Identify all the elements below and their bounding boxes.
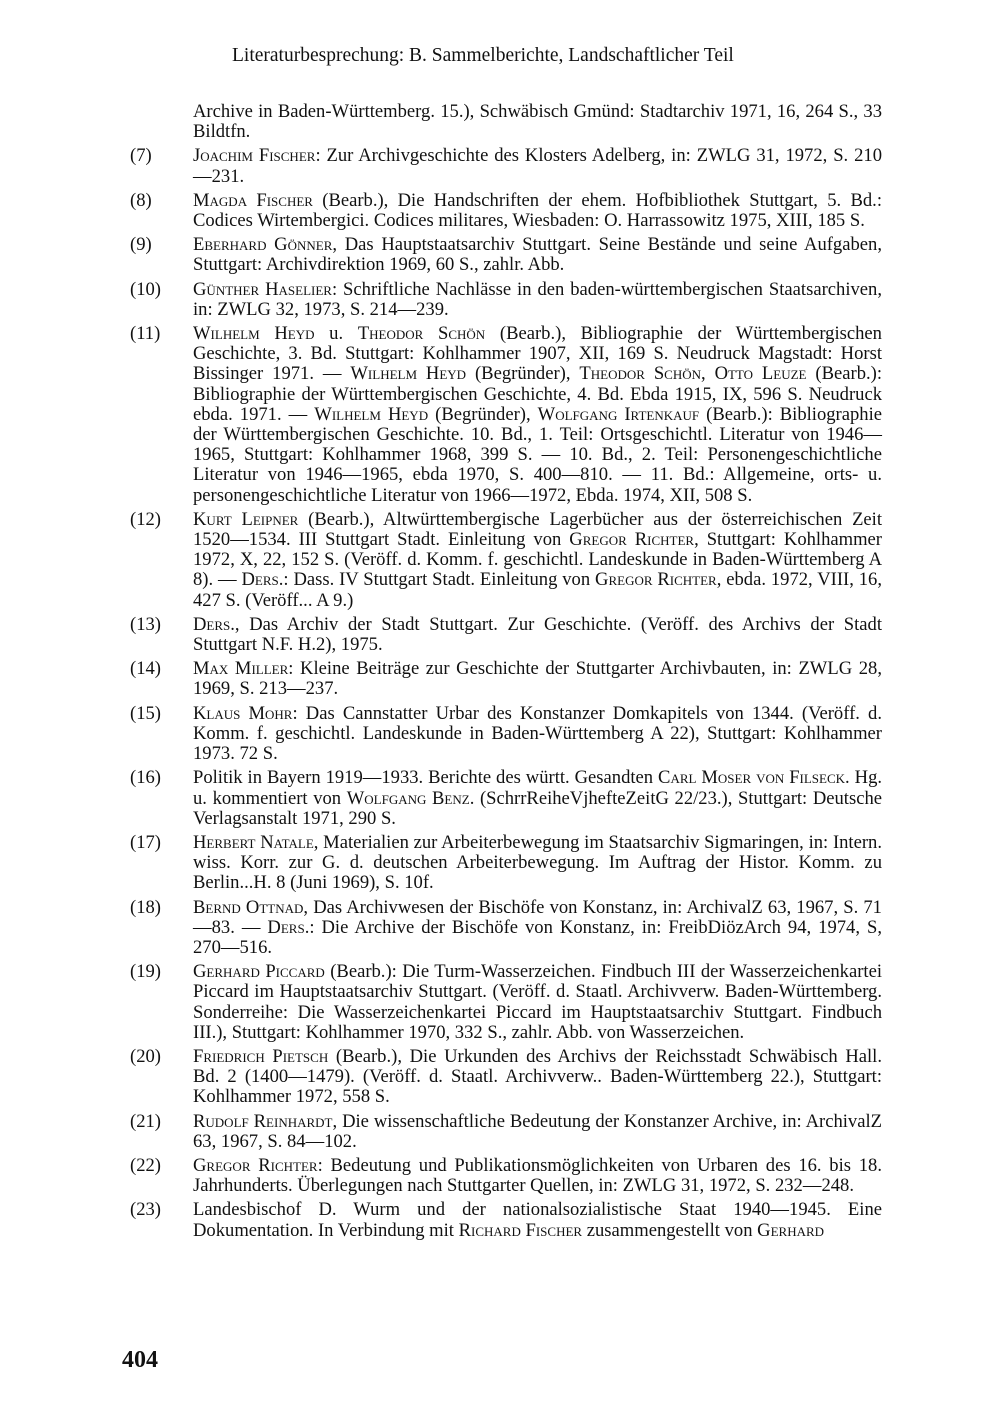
bibliography-entry bbox=[130, 1200, 882, 1240]
page-number: 404 bbox=[122, 1347, 158, 1373]
bibliography-entry bbox=[130, 833, 882, 894]
bibliography-entry bbox=[130, 962, 882, 1043]
bibliography-entry bbox=[130, 1156, 882, 1196]
bibliography-entry bbox=[130, 1047, 882, 1108]
entry-number: (22) bbox=[130, 1154, 161, 1176]
entry-number: (18) bbox=[130, 896, 161, 918]
entry-text: Herbert Natale, Materialien zur Arbeiterbewegung im Staatsarchiv Sigmaringen, in: Intern. wiss. Korr. zur G. d. deutschen Arbeiterbewegung. Im Auftrag der Histor. Komm. zu Berlin...H. 8 (Juni 1969), S. 10f. bbox=[193, 831, 882, 894]
entry-text: Friedrich Pietsch (Bearb.), Die Urkunden des Archivs der Reichsstadt Schwäbisch Hall. Bd. 2 (1400—1479). (Veröff. d. Staatl. Archivverw.. Baden-Württemberg 22.), Stuttgart: Kohlhammer 1972, 558 S. bbox=[193, 1045, 882, 1108]
entry-text: Wilhelm Heyd u. Theodor Schön (Bearb.), Bibliographie der Württembergischen Geschichte, 3. Bd. Stuttgart: Kohlhammer 1907, XII, 169 S. Neudruck Magstadt: Horst Bissinger 1971. — Wilhelm Heyd (Begründer), Theodor Schön, Otto Leuze (Bearb.): Bibliographie der Württembergischen Geschichte, 4. Bd. Ebda 1915, IX, 596 S. Neudruck ebda. 1971. — Wilhelm Heyd (Begründer), Wolfgang Irtenkauf (Bearb.): Bibliographie der Württembergischen Geschichte. 10. Bd., 1. Teil: Ortsgeschichtl. Literatur von 1946—1965, Stuttgart: Kohlhammer 1968, 399 S. — 10. Bd., 2. Teil: Personengeschichtliche Literatur von 1946—1965, ebda 1970, S. 400—810. — 11. Bd.: Allgemeine, orts- u. personengeschichtliche Literatur von 1966—1972, Ebda. 1974, XII, 508 S. bbox=[193, 323, 883, 506]
bibliography-entry bbox=[130, 659, 882, 699]
entry-text: Max Miller: Kleine Beiträge zur Geschichte der Stuttgarter Archivbauten, in: ZWLG 28, 1969, S. 213—237. bbox=[193, 658, 882, 700]
bibliography-entry bbox=[130, 768, 882, 829]
entry-text: Rudolf Reinhardt, Die wissenschaftliche Bedeutung der Konstanzer Archive, in: ArchivalZ 63, 1967, S. 84—102. bbox=[193, 1110, 882, 1152]
bibliography-entry bbox=[130, 191, 882, 231]
entry-number: (15) bbox=[130, 702, 161, 724]
bibliography-entry bbox=[130, 704, 882, 765]
entry-number: (9) bbox=[130, 234, 152, 256]
entry-text: Bernd Ottnad, Das Archivwesen der Bischöfe von Konstanz, in: ArchivalZ 63, 1967, S. 71—83. — Ders.: Die Archive der Bischöfe von Konstanz, in: FreibDiözArch 94, 1974, S, 270—516. bbox=[193, 896, 882, 958]
entry-number: (16) bbox=[130, 767, 161, 789]
entry-text: Kurt Leipner (Bearb.), Altwürttembergische Lagerbücher aus der österreichischen Zeit 1520—1534. III Stuttgart Stadt. Einleitung von Gregor Richter, Stuttgart: Kohlhammer 1972, X, 22, 152 S. (Veröff. d. Komm. f. geschichtl. Landeskunde in Baden-Württemberg A 8). — Ders.: Dass. IV Stuttgart Stadt. Einleitung von Gregor Richter, ebda. 1972, VIII, 16, 427 S. (Veröff... A 9.) bbox=[193, 508, 883, 611]
entry-text: Eberhard Gönner, Das Hauptstaatsarchiv Stuttgart. Seine Bestände und seine Aufgaben, Stuttgart: Archivdirektion 1969, 60 S., zahlr. Abb. bbox=[193, 234, 882, 276]
entry-text: Ders., Das Archiv der Stadt Stuttgart. Zur Geschichte. (Veröff. des Archivs der Stadt Stuttgart N.F. H.2), 1975. bbox=[193, 613, 882, 656]
entry-number: (8) bbox=[130, 189, 152, 211]
entry-text: Gerhard Piccard (Bearb.): Die Turm-Wasserzeichen. Findbuch III der Wasserzeichenkartei Piccard im Hauptstaatsarchiv Stuttgart. (Veröff. d. Staatl. Archivverw. Baden-Württemberg. Sonderreihe: Die Wasserzeichenkartei Piccard im Hauptstaatsarchiv Stuttgart. Findbuch III.), Stuttgart: Kohlhammer 1970, 332 S., zahlr. Abb. von Wasserzeichen. bbox=[193, 961, 882, 1043]
running-header: Literaturbesprechung: B. Sammelberichte, Landschaftlicher Teil bbox=[232, 45, 734, 66]
entry-number: (13) bbox=[130, 613, 161, 635]
entry-text: Joachim Fischer: Zur Archivgeschichte des Klosters Adelberg, in: ZWLG 31, 1972, S. 210—231. bbox=[193, 145, 882, 187]
bibliography-entry bbox=[130, 146, 882, 186]
entry-number: (14) bbox=[130, 658, 161, 680]
entry-text: Magda Fischer (Bearb.), Die Handschriften der ehem. Hofbibliothek Stuttgart, 5. Bd.: Codices Wirtembergici. Codices militares, Wiesbaden: O. Harrassowitz 1975, XIII, 185 S. bbox=[193, 189, 882, 232]
continuation-text: Archive in Baden-Württemberg. 15.), Schwäbisch Gmünd: Stadtarchiv 1971, 16, 264 S., 33 Bildtfn. bbox=[193, 101, 882, 143]
bibliography-entry bbox=[130, 1112, 882, 1152]
bibliography-list bbox=[130, 102, 882, 1241]
bibliography-entry bbox=[130, 615, 882, 655]
entry-number: (20) bbox=[130, 1045, 161, 1067]
entry-number: (21) bbox=[130, 1110, 161, 1132]
bibliography-entry bbox=[130, 280, 882, 320]
entry-number: (23) bbox=[130, 1199, 161, 1221]
entry-number: (11) bbox=[130, 323, 161, 345]
bibliography-entry bbox=[130, 898, 882, 959]
entries-container bbox=[130, 146, 882, 1240]
entry-text: Landesbischof D. Wurm und der nationalsozialistische Staat 1940—1945. Eine Dokumentation. In Verbindung mit Richard Fischer zusammengestellt von Gerhard bbox=[193, 1199, 882, 1241]
entry-number: (7) bbox=[130, 145, 152, 167]
bibliography-entry bbox=[130, 324, 882, 506]
entry-number: (12) bbox=[130, 508, 161, 530]
entry-text: Günther Haselier: Schriftliche Nachlässe in den baden-württembergischen Staatsarchiven, in: ZWLG 32, 1973, S. 214—239. bbox=[193, 278, 882, 320]
entry-text: Politik in Bayern 1919—1933. Berichte des württ. Gesandten Carl Moser von Filseck. Hg. u. kommentiert von Wolfgang Benz. (SchrrReiheVjhefteZeitG 22/23.), Stuttgart: Deutsche Verlagsanstalt 1971, 290 S. bbox=[193, 767, 883, 829]
entry-text: Gregor Richter: Bedeutung und Publikationsmöglichkeiten von Urbaren des 16. bis 18. Jahrhunderts. Überlegungen nach Stuttgarter Quellen, in: ZWLG 31, 1972, S. 232—248. bbox=[193, 1154, 882, 1197]
entry-number: (19) bbox=[130, 961, 161, 983]
bibliography-entry bbox=[130, 235, 882, 275]
entry-number: (10) bbox=[130, 278, 161, 300]
entry-text: Klaus Mohr: Das Cannstatter Urbar des Konstanzer Domkapitels von 1344. (Veröff. d. Komm. f. geschichtl. Landeskunde in Baden-Württemberg A 22), Stuttgart: Kohlhammer 1973. 72 S. bbox=[193, 702, 882, 765]
entry-number: (17) bbox=[130, 831, 161, 853]
bibliography-entry bbox=[130, 510, 882, 611]
